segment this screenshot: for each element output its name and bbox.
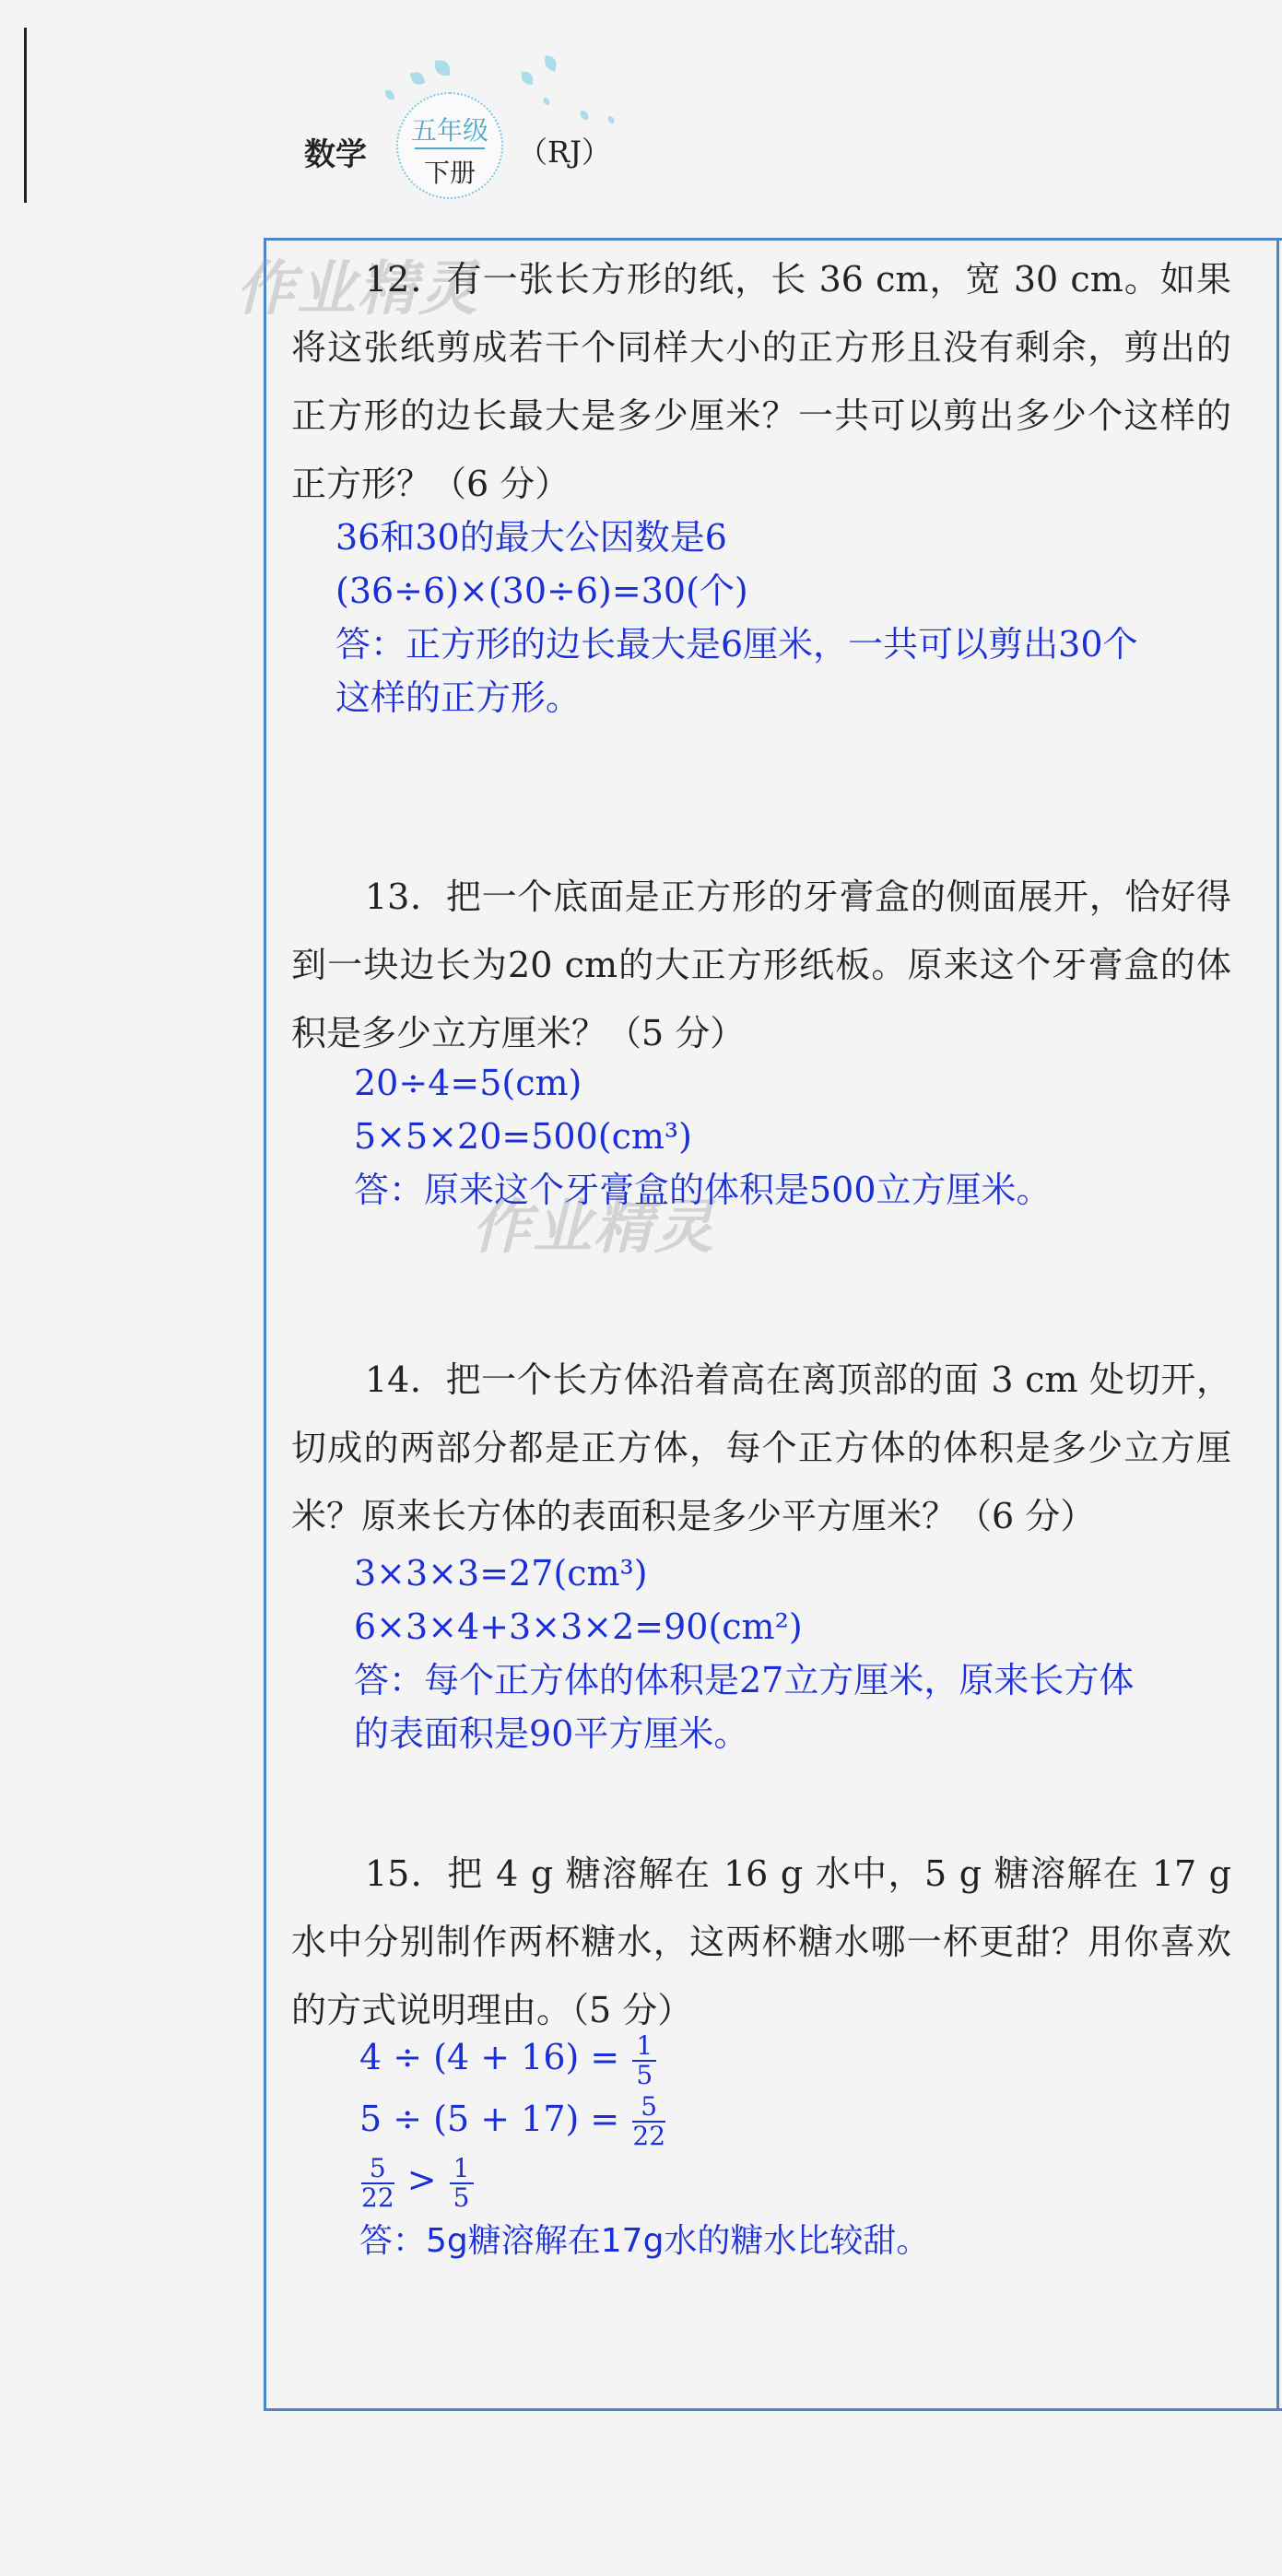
problem-14-text: 14．把一个长方体沿着高在离顶部的面 3 cm 处切开，切成的两部分都是正方体，每个正方体的体积是多少立方厘米？原来长方体的表面积是多少平方厘米？（6 分） bbox=[291, 1359, 1231, 1536]
fraction: $\frac{1}{5}$ bbox=[632, 2032, 656, 2089]
answer-line: (36÷6)×(30÷6)=30(个) bbox=[335, 570, 748, 611]
watermark: 作业精灵 bbox=[472, 1194, 715, 1262]
volume-label: 下册 bbox=[423, 158, 476, 188]
answer-line: 3×3×3=27(cm³) bbox=[354, 1553, 648, 1594]
comparison-line: $\frac{5}{22}$ > $\frac{1}{5}$ bbox=[359, 2150, 929, 2212]
grade-badge bbox=[396, 92, 503, 199]
answer-line: 答：每个正方体的体积是27立方厘米，原来长方体 bbox=[354, 1660, 1135, 1700]
answer-line: 答：5g糖溶解在17g水的糖水比较甜。 bbox=[359, 2221, 930, 2260]
answer-line: 5×5×20=500(cm³) bbox=[354, 1116, 692, 1157]
problem-12-text: 12．有一张长方形的纸，长 36 cm，宽 30 cm。如果将这张纸剪成若干个同样大小的正方形且没有剩余，剪出的正方形的边长最大是多少厘米？一共可以剪出多少个这样的正方形？（6 分） bbox=[291, 259, 1231, 504]
answer-frame-right-edge bbox=[1276, 238, 1279, 2411]
fraction: $\frac{5}{22}$ bbox=[361, 2152, 394, 2213]
answer-line: 答：原来这个牙膏盒的体积是500立方厘米。 bbox=[354, 1170, 1052, 1210]
answer-line: 的表面积是90平方厘米。 bbox=[354, 1713, 749, 1754]
fraction: $\frac{1}{5}$ bbox=[450, 2155, 474, 2212]
fraction: $\frac{5}{22}$ bbox=[632, 2091, 666, 2151]
problem-15-text: 15．把 4 g 糖溶解在 16 g 水中，5 g 糖溶解在 17 g 水中分别制作两杯糖水，这两杯糖水哪一杯更甜？用你喜欢的方式说明理由。（5 分） bbox=[291, 1853, 1231, 2030]
problem-14-answer bbox=[354, 1547, 1134, 1760]
answer-line: 36和30的最大公因数是6 bbox=[335, 517, 727, 558]
answer-line: 这样的正方形。 bbox=[335, 677, 582, 718]
problem-12-answer bbox=[335, 511, 1138, 724]
answer-line: 答：正方形的边长最大是6厘米，一共可以剪出30个 bbox=[335, 624, 1138, 665]
scan-edge bbox=[24, 28, 27, 203]
problem-13-answer bbox=[354, 1056, 1052, 1217]
edition-label: （RJ） bbox=[518, 135, 611, 170]
equation-line-1: 4 ÷ (4 + 16) = $\frac{1}{5}$ bbox=[359, 2028, 929, 2089]
watermark: 作业精灵 bbox=[236, 255, 479, 323]
page-header bbox=[304, 55, 710, 212]
answer-line: 20÷4=5(cm) bbox=[354, 1063, 582, 1103]
subject-label: 数学 bbox=[304, 136, 367, 173]
grade-label: 五年级 bbox=[410, 115, 488, 146]
badge-divider bbox=[415, 147, 485, 149]
problem-15-answer bbox=[359, 2028, 929, 2271]
answer-line: 6×3×4+3×3×2=90(cm²) bbox=[354, 1606, 803, 1647]
problem-13-text: 13．把一个底面是正方形的牙膏盒的侧面展开，恰好得到一块边长为20 cm的大正方形纸板。原来这个牙膏盒的体积是多少立方厘米？（5 分） bbox=[291, 876, 1231, 1053]
equation-line-2: 5 ÷ (5 + 17) = $\frac{5}{22}$ bbox=[359, 2091, 666, 2151]
